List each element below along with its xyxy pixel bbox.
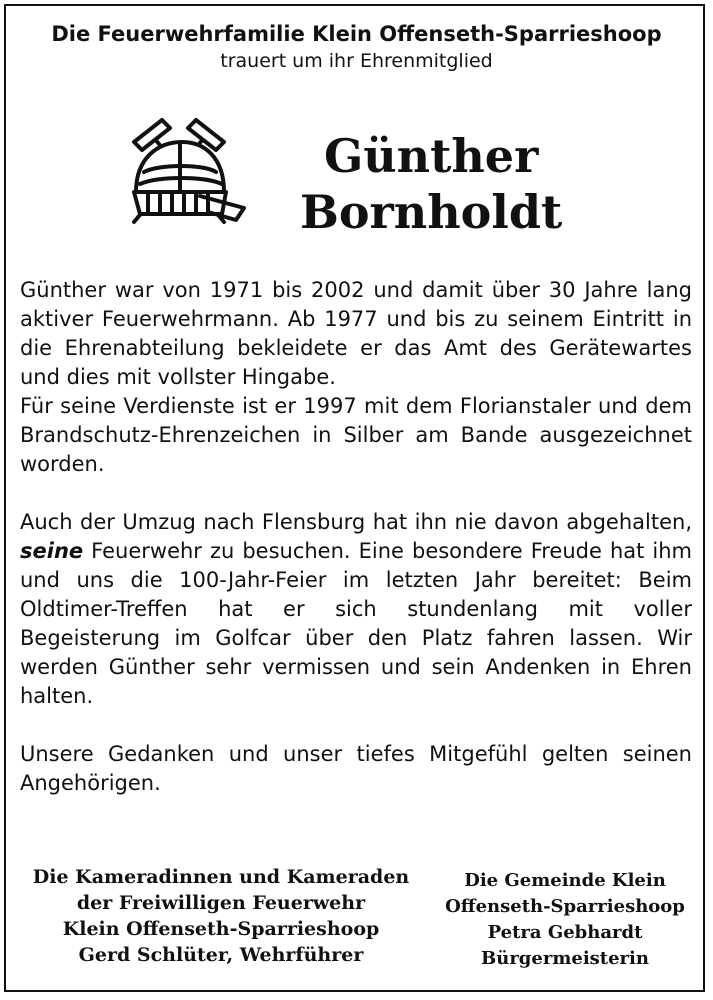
signature-left-line-3: Klein Offenseth-Sparrieshoop xyxy=(62,918,380,940)
tribute-text xyxy=(20,276,692,798)
tribute-paragraph-4: Unsere Gedanken und unser tiefes Mitgefühl gelten seinen Angehörigen. xyxy=(20,742,692,795)
last-name: Bornholdt xyxy=(300,185,563,239)
tribute-paragraph-1: Günther war von 1971 bis 2002 und damit über 30 Jahre lang aktiver Feuerwehrmann. Ab 1977 und bis zu seinem Eintritt in die Ehrenabteilung bekleidete er das Amt des Gerätewartes und dies mit vollster Hingabe. xyxy=(20,278,692,389)
header-organization: Die Feuerwehrfamilie Klein Offenseth-Sparrieshoop xyxy=(51,22,662,46)
signature-left-line-1: Die Kameradinnen und Kameraden xyxy=(32,866,410,888)
signature-left-line-2: der Freiwilligen Feuerwehr xyxy=(76,892,366,914)
header-subtitle: trauert um ihr Ehrenmitglied xyxy=(220,50,493,72)
paragraph-3-start: Auch der Umzug nach Flensburg hat ihn nie davon abgehalten, xyxy=(20,510,692,534)
signature-right-line-1: Die Gemeinde Klein xyxy=(464,870,666,891)
notice-header xyxy=(0,20,713,74)
signature-right-line-4: Bürgermeisterin xyxy=(481,948,649,969)
signature-right-line-2: Offenseth-Sparrieshoop xyxy=(445,896,685,917)
emphasized-word: seine xyxy=(20,539,84,563)
signature-municipality xyxy=(430,868,700,972)
firefighter-helmet-axes-icon xyxy=(104,112,254,242)
signature-right-line-3: Petra Gebhardt xyxy=(487,922,643,943)
deceased-name xyxy=(300,128,562,240)
first-name: Günther xyxy=(323,129,539,183)
tribute-paragraph-3 xyxy=(20,508,692,711)
signature-fire-brigade xyxy=(16,864,426,968)
signature-left-line-4: Gerd Schlüter, Wehrführer xyxy=(78,944,364,966)
paragraph-3-end: Feuerwehr zu besuchen. Eine besondere Freude hat ihm und uns die 100-Jahr-Feier im letzten Jahr bereitet: Beim Oldtimer-Treffen hat er sich stundenlang mit voller Begeisterung im Golfcar über den Platz fahren lassen. Wir werden Günther sehr vermissen und sein Andenken in Ehren halten. xyxy=(20,539,692,708)
tribute-paragraph-2: Für seine Verdienste ist er 1997 mit dem Florianstaler und dem Brandschutz-Ehrenzeichen in Silber am Bande ausgezeichnet worden. xyxy=(20,394,692,476)
